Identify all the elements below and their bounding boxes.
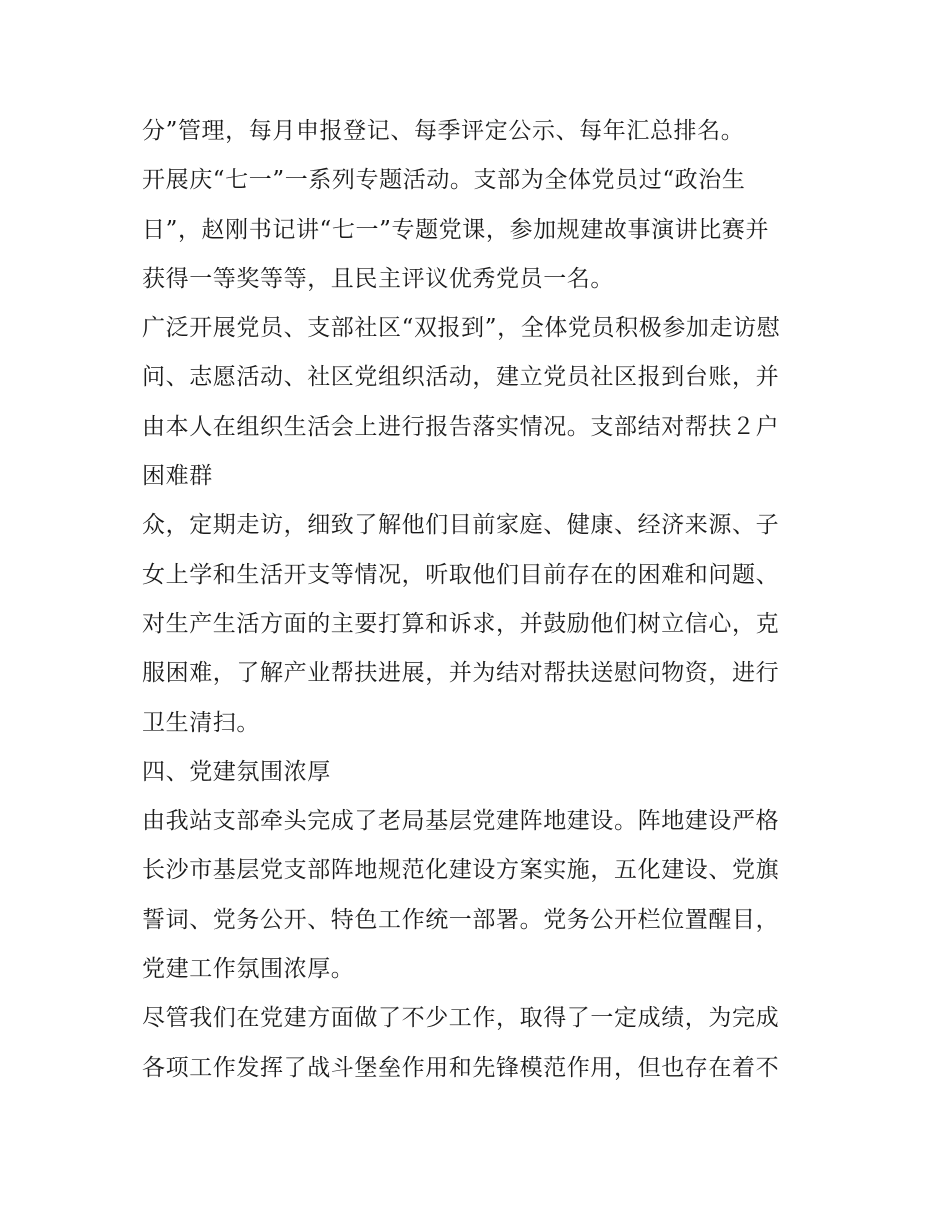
text-line: 尽管我们在党建方面做了不少工作，取得了一定成绩，为完成 <box>142 1005 780 1032</box>
text-line: 服困难，了解产业帮扶进展，并为结对帮扶送慰问物资，进行 <box>142 660 780 687</box>
text-line: 开展庆“七一”一系列专题活动。支部为全体党员过“政治生 <box>142 167 746 194</box>
text-line: 党建工作氛围浓厚。 <box>142 956 355 983</box>
text-line: 困难群 <box>142 463 213 490</box>
text-line: 广泛开展党员、支部社区“双报到”，全体党员积极参加走访慰 <box>142 315 781 342</box>
text-line: 女上学和生活开支等情况，听取他们目前存在的困难和问题、 <box>142 561 780 588</box>
text-line: 获得一等奖等等，且民主评议优秀党员一名。 <box>142 265 614 292</box>
text-line: 由我站支部牵头完成了老局基层党建阵地建设。阵地建设严格 <box>142 808 780 835</box>
text-line: 日”，赵刚书记讲“七一”专题党课，参加规建故事演讲比赛并 <box>142 216 770 243</box>
text-line: 誓词、党务公开、特色工作统一部署。党务公开栏位置醒目， <box>142 906 780 933</box>
text-line: 问、志愿活动、社区党组织活动，建立党员社区报到台账，并 <box>142 364 780 391</box>
text-line: 众，定期走访，细致了解他们目前家庭、健康、经济来源、子 <box>142 512 780 539</box>
text-line: 对生产生活方面的主要打算和诉求，并鼓励他们树立信心，克 <box>142 610 780 637</box>
section-heading: 四、党建氛围浓厚 <box>142 758 331 785</box>
text-line: 长沙市基层党支部阵地规范化建设方案实施，五化建设、党旗 <box>142 857 780 884</box>
text-line: 由本人在组织生活会上进行报告落实情况。支部结对帮扶２户 <box>142 413 780 440</box>
text-line: 各项工作发挥了战斗堡垒作用和先锋模范作用，但也存在着不 <box>142 1054 780 1081</box>
text-line: 卫生清扫。 <box>142 709 260 736</box>
text-line: 分”管理，每月申报登记、每季评定公示、每年汇总排名。 <box>142 118 745 144</box>
document-body <box>142 107 822 1093</box>
